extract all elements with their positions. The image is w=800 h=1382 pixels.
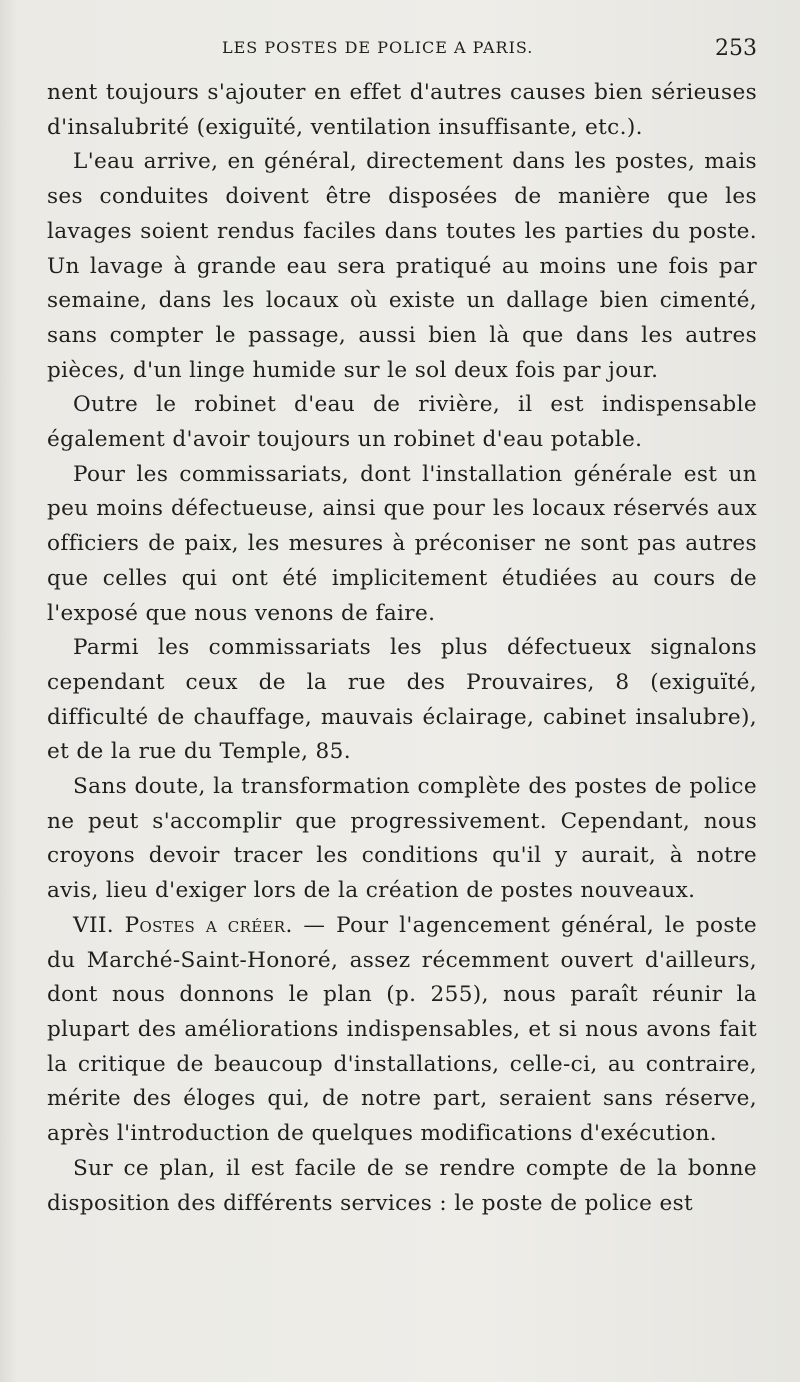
paragraph-text: Pour les commissariats, dont l'installation générale est un peu moins défectueuse, ainsi que pour les locaux réservés aux officiers de paix, les mesures à préconiser ne sont pas autres que celles qui ont été implicitement étudiées au cours de l'exposé que nous venons de faire. (47, 461, 757, 626)
page-header (0, 36, 800, 66)
paragraph-text: Parmi les commissariats les plus défectueux signalons cependant ceux de la rue des Prouvaires, 8 (exiguïté, difficulté de chauffage, mauvais éclairage, cabinet insalubre), et de la rue du Temple, 85. (47, 635, 757, 765)
paragraph-text: — Pour l'agencement général, le poste du Marché-Saint-Honoré, assez récemment ouvert d'ailleurs, dont nous donnons le plan (p. 255), nous paraît réunir la plupart des améliorations indispensables, et si nous avons fait la critique de beaucoup d'installations, celle-ci, au contraire, mérite des éloges qui, de notre part, seraient sans réserve, après l'introduction de quelques modifications d'exécution. (47, 912, 757, 1147)
paragraph-text: Sur ce plan, il est facile de se rendre compte de la bonne disposition des différents services : le poste de police est (47, 1155, 757, 1216)
paragraph (47, 909, 757, 1152)
paragraph (47, 145, 757, 388)
page-number: 253 (715, 36, 757, 61)
running-title: LES POSTES DE POLICE A PARIS. (222, 38, 534, 57)
paragraph (47, 631, 757, 770)
body-text (47, 76, 757, 1221)
paragraph-text: Sans doute, la transformation complète des postes de police ne peut s'accomplir que progressivement. Cependant, nous croyons devoir tracer les conditions qu'il y aurait, à notre avis, lieu d'exiger lors de la création de postes nouveaux. (47, 774, 757, 904)
paragraph-text: Outre le robinet d'eau de rivière, il est indispensable également d'avoir toujours un robinet d'eau potable. (47, 392, 757, 453)
paragraph (47, 770, 757, 909)
paragraph (47, 76, 757, 145)
section-heading: VII. Postes a créer. (73, 912, 293, 938)
paragraph (47, 388, 757, 457)
paragraph-text: L'eau arrive, en général, directement dans les postes, mais ses conduites doivent être disposées de manière que les lavages soient rendus faciles dans toutes les parties du poste. Un lavage à grande eau sera pratiqué au moins une fois par semaine, dans les locaux où existe un dallage bien cimenté, sans compter le passage, aussi bien là que dans les autres pièces, d'un linge humide sur le sol deux fois par jour. (47, 149, 757, 383)
paragraph (47, 1152, 757, 1221)
paragraph-text: nent toujours s'ajouter en effet d'autres causes bien sérieuses d'insalubrité (exiguïté, ventilation insuffisante, etc.). (47, 80, 757, 140)
paragraph (47, 458, 757, 632)
